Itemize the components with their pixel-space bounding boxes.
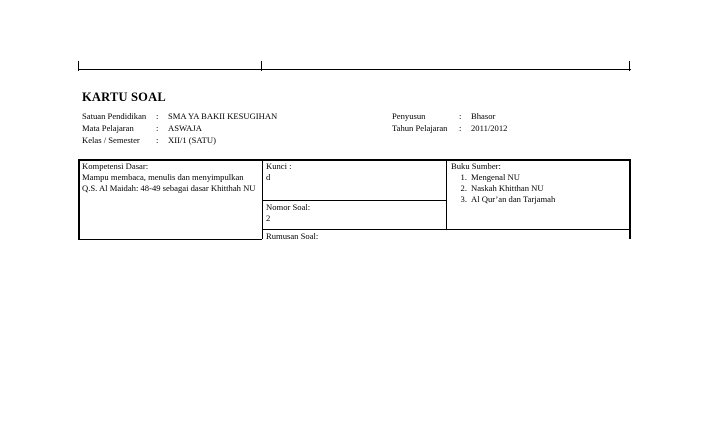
identity-separator: : (156, 123, 159, 133)
rumusan-soal-cell (266, 231, 318, 242)
kompetensi-text-line1: Mampu membaca, menulis dan menyimpulkan (82, 172, 244, 182)
identity-row-tahun (392, 122, 507, 134)
identity-label: Tahun Pelajaran (392, 123, 448, 133)
buku-sumber-label: Buku Sumber: (451, 161, 501, 171)
identity-separator: : (156, 135, 159, 145)
top-rule-tick-middle (261, 61, 262, 71)
identity-separator: : (459, 123, 462, 133)
identity-value: SMA YA BAKII KESUGIHAN (168, 111, 278, 121)
identity-separator: : (156, 111, 159, 121)
identity-value: ASWAJA (168, 123, 202, 133)
identity-right (392, 110, 507, 134)
list-item-number: 1. (460, 172, 467, 182)
identity-value: XII/1 (SATU) (168, 135, 216, 145)
table-border-bottom-left (78, 239, 262, 240)
nomor-soal-value: 2 (266, 213, 271, 223)
top-rule-tick-right (629, 61, 630, 71)
table-divider-rumusan (262, 229, 630, 230)
kompetensi-text-line2: Q.S. Al Maidah: 48-49 sebagai dasar Khitthah NU (82, 183, 256, 193)
kompetensi-cell (82, 161, 256, 194)
identity-row-penyusun (392, 110, 507, 122)
list-item-text: Naskah Khitthan NU (471, 183, 544, 193)
identity-left (82, 110, 277, 146)
list-item (455, 172, 555, 183)
identity-row-kelas (82, 134, 277, 146)
list-item (455, 194, 555, 205)
identity-value: 2011/2012 (471, 123, 508, 133)
identity-row-satuan (82, 110, 277, 122)
top-rule (78, 61, 631, 71)
list-item-text: Mengenal NU (471, 172, 520, 182)
identity-label: Satuan Pendidikan (82, 111, 147, 121)
identity-label: Penyusun (392, 111, 426, 121)
rumusan-soal-label: Rumusan Soal: (266, 231, 319, 241)
list-item-number: 2. (460, 183, 467, 193)
kunci-cell (266, 161, 292, 183)
kunci-value: d (266, 172, 271, 182)
question-card-table (78, 159, 630, 239)
identity-value: Bhasor (471, 111, 496, 121)
kunci-label: Kunci : (266, 161, 292, 171)
top-rule-tick-left (78, 61, 79, 71)
page-title: KARTU SOAL (82, 90, 166, 104)
kompetensi-label: Kompetensi Dasar: (82, 161, 149, 171)
nomor-soal-cell (266, 202, 310, 224)
table-divider-col2 (446, 159, 447, 229)
table-divider-col1 (262, 159, 263, 239)
identity-label: Mata Pelajaran (82, 123, 134, 133)
table-border-left (78, 159, 80, 240)
nomor-soal-label: Nomor Soal: (266, 202, 311, 212)
identity-label: Kelas / Semester (82, 135, 140, 145)
top-rule-line (78, 69, 631, 70)
table-divider-kunci (262, 200, 446, 201)
identity-row-mapel (82, 122, 277, 134)
identity-separator: : (459, 111, 462, 121)
list-item (455, 183, 555, 194)
list-item-number: 3. (460, 194, 467, 204)
buku-sumber-cell (451, 161, 555, 205)
buku-sumber-list (455, 172, 555, 205)
list-item-text: Al Qur’an dan Tarjamah (471, 194, 556, 204)
table-border-right (629, 159, 631, 239)
